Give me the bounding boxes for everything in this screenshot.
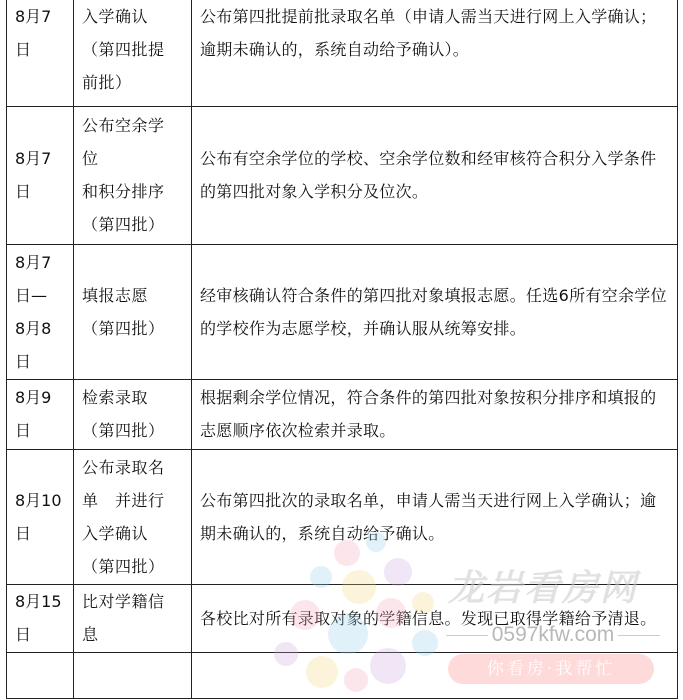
- watermark-slogan: 你看房·我帮忙: [448, 654, 654, 684]
- step-cell: 检索录取 （第四批）: [74, 379, 192, 449]
- step-cell: [74, 652, 192, 698]
- table-row: [7, 106, 678, 244]
- admission-schedule-table: [6, 0, 678, 699]
- step-cell: 入学确认 （第四批提 前批）: [74, 0, 192, 106]
- step-cell: 填报志愿 （第四批）: [74, 244, 192, 379]
- watermark-site: 0597kfw.com: [491, 623, 615, 646]
- table-row: [7, 584, 678, 652]
- date-cell: 8月9 日: [7, 379, 74, 449]
- date-cell: 8月10 日: [7, 449, 74, 584]
- table-row: [7, 379, 678, 449]
- description-cell: 公布第四批提前批录取名单（申请人需当天进行网上入学确认；逾期未确认的，系统自动给予确认）。: [192, 0, 678, 106]
- table-row: [7, 244, 678, 379]
- step-cell: 比对学籍信 息: [74, 584, 192, 652]
- step-cell: 公布空余学 位 和积分排序 （第四批）: [74, 106, 192, 244]
- table-row: [7, 652, 678, 698]
- date-cell: 8月15 日: [7, 584, 74, 652]
- step-cell: 公布录取名 单 并进行 入学确认 （第四批）: [74, 449, 192, 584]
- table-row: [7, 0, 678, 106]
- date-cell: 8月7 日— 8月8 日: [7, 244, 74, 379]
- watermark-title: 龙岩看房网: [448, 567, 639, 609]
- date-cell: 8月7 日: [7, 106, 74, 244]
- description-cell: 公布第四批次的录取名单，申请人需当天进行网上入学确认；逾期未确认的，系统自动给予确认。: [192, 449, 678, 584]
- date-cell: [7, 652, 74, 698]
- description-cell: 经审核确认符合条件的第四批对象填报志愿。任选6所有空余学位的学校作为志愿学校，并确认服从统筹安排。: [192, 244, 678, 379]
- table-row: [7, 449, 678, 584]
- description-cell: 公布有空余学位的学校、空余学位数和经审核符合积分入学条件的第四批对象入学积分及位次。: [192, 106, 678, 244]
- description-cell: 根据剩余学位情况，符合条件的第四批对象按积分排序和填报的志愿顺序依次检索并录取。: [192, 379, 678, 449]
- description-cell: 各校比对所有录取对象的学籍信息。发现已取得学籍给予清退。: [192, 584, 678, 652]
- date-cell: 8月7 日: [7, 0, 74, 106]
- description-cell: [192, 652, 678, 698]
